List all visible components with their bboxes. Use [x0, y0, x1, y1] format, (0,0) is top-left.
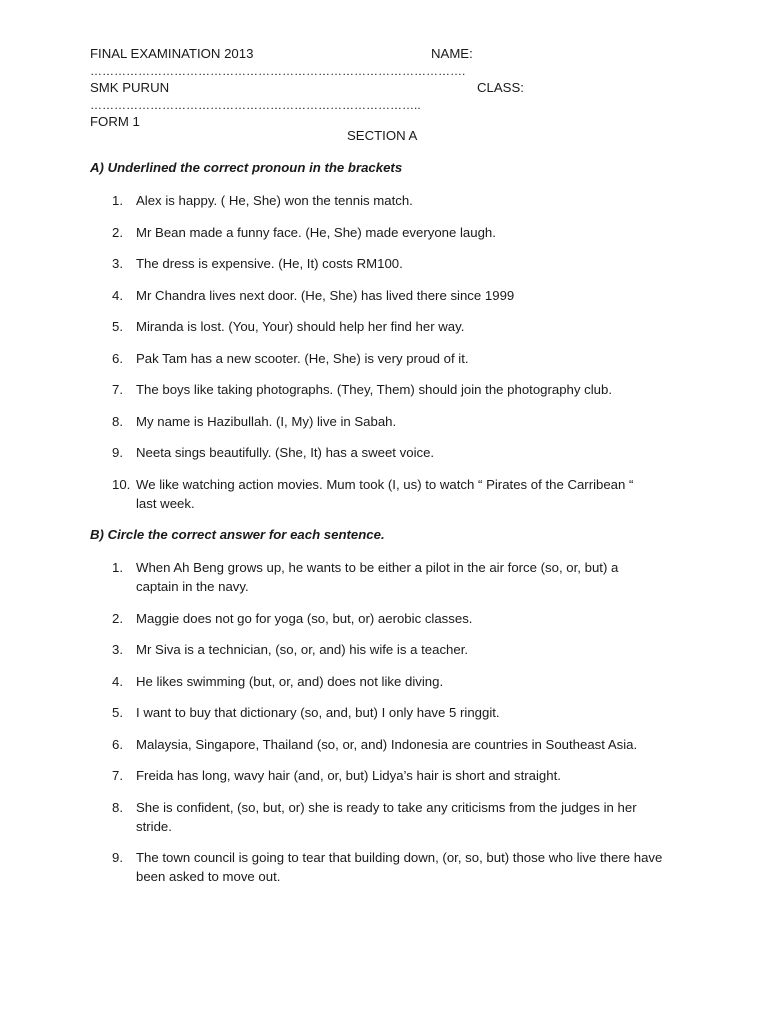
part-a-list	[112, 191, 652, 513]
list-item: 6. Malaysia, Singapore, Thailand (so, or, and) Indonesia are countries in Southeast Asia.	[112, 736, 638, 752]
list-item: 6. Pak Tam has a new scooter. (He, She) is very proud of it.	[112, 350, 469, 366]
list-item: 2. Mr Bean made a funny face. (He, She) made everyone laugh.	[112, 224, 496, 240]
list-item: 1. When Ah Beng grows up, he wants to be either a pilot in the air force (so, or, but) a captain in the navy.	[112, 560, 619, 594]
list-item: 7. Freida has long, wavy hair (and, or, but) Lidya’s hair is short and straight.	[112, 768, 561, 783]
list-item: 10. We like watching action movies. Mum took (I, us) to watch “ Pirates of the Carribean “ last week.	[112, 476, 634, 511]
name-label: NAME:	[431, 46, 473, 61]
list-item: 9. The town council is going to tear that building down, (or, so, but) those who live there have been asked to move out.	[112, 850, 663, 884]
list-item: 7. The boys like taking photographs. (They, Them) should join the photography club.	[112, 382, 613, 397]
part-b-list	[112, 558, 663, 886]
list-item: 2. Maggie does not go for yoga (so, but, or) aerobic classes.	[112, 610, 473, 626]
class-label: CLASS:	[477, 80, 524, 95]
list-item: 4. Mr Chandra lives next door. (He, She) has lived there since 1999	[112, 287, 515, 303]
list-item: 3. Mr Siva is a technician, (so, or, and) his wife is a teacher.	[112, 642, 469, 657]
list-item: 5. Miranda is lost. (You, Your) should help her find her way.	[112, 319, 465, 334]
section-title: SECTION A	[347, 128, 418, 143]
school-name: SMK PURUN	[90, 80, 170, 95]
exam-title: FINAL EXAMINATION 2013	[90, 46, 254, 61]
list-item: 8. She is confident, (so, but, or) she is ready to take any criticisms from the judges in her stride.	[112, 799, 637, 834]
list-item: 3. The dress is expensive. (He, It) costs RM100.	[112, 256, 403, 271]
part-a-heading: A) Underlined the correct pronoun in the brackets	[90, 160, 403, 175]
form-label: FORM 1	[90, 114, 140, 129]
class-dotted-line: ………………………………………………………………………..	[90, 98, 421, 112]
list-item: 1. Alex is happy. ( He, She) won the tennis match.	[112, 193, 413, 208]
list-item: 8. My name is Hazibullah. (I, My) live in Sabah.	[112, 413, 397, 429]
list-item: 9. Neeta sings beautifully. (She, It) has a sweet voice.	[112, 445, 435, 460]
list-item: 4. He likes swimming (but, or, and) does not like diving.	[112, 673, 444, 689]
name-dotted-line: ………………………………………………………………………………….	[90, 64, 466, 78]
part-b-heading: B) Circle the correct answer for each sentence.	[90, 527, 385, 542]
list-item: 5. I want to buy that dictionary (so, and, but) I only have 5 ringgit.	[112, 705, 500, 720]
